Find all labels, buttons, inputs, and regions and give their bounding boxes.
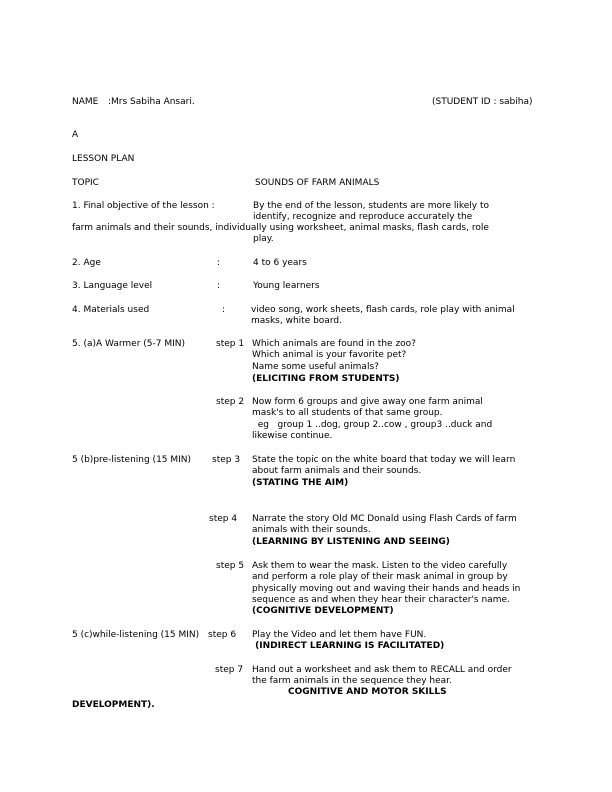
objective-line: play. [253,234,274,244]
section-letter: A [72,130,79,140]
materials-line: video song, work sheets, flash cards, role play with animal [251,305,515,315]
step-aim: (ELICITING FROM STUDENTS) [252,374,400,384]
step-aim: (INDIRECT LEARNING IS FACILITATED) [252,641,445,651]
language-label: 3. Language level [72,281,153,291]
step-text: physically moving out and waving their hands and heads in [252,584,521,594]
step-text: and perform a role play of their mask animal in group by [252,572,508,582]
step-text: Now form 6 groups and give away one farm animal [252,397,483,407]
materials-label: 4. Materials used [72,305,150,315]
age-sep: : [217,258,221,268]
age-value: 4 to 6 years [253,258,307,268]
step-text: Which animal is your favorite pet? [252,350,407,360]
step-aim: (COGNITIVE DEVELOPMENT) [252,606,394,616]
step-text: Ask them to wear the mask. Listen to the video carefully [252,561,508,571]
step-aim: COGNITIVE AND MOTOR SKILLS [288,687,447,697]
step-label: step 4 [209,514,238,524]
step-text: sequence as and when they hear their character's name. [252,595,510,605]
step-text: about farm animals and their sounds. [252,466,422,476]
language-value: Young learners [253,281,320,291]
step-label: step 3 [212,455,241,465]
step-text: State the topic on the white board that today we will learn [252,455,516,465]
objective-label: 1. Final objective of the lesson : [72,201,215,211]
step-text: Hand out a worksheet and ask them to RECALL and order [252,665,512,675]
materials-line: masks, white board. [251,316,342,326]
step-text: Play the Video and let them have FUN. [252,630,427,640]
step-label: step 5 [216,561,245,571]
step-label: step 6 [208,630,237,640]
step-text: Name some useful animals? [252,362,379,372]
objective-line: By the end of the lesson, students are more likely to [253,201,490,211]
step-text: animals with their sounds. [252,525,371,535]
step-aim: (STATING THE AIM) [252,478,349,488]
student-id: (STUDENT ID : sabiha) [432,97,533,107]
name-value: :Mrs Sabiha Ansari. [108,97,195,107]
step-text: mask's to all students of that same group. [252,408,443,418]
objective-line: identify, recognize and reproduce accurately the [253,212,473,222]
step-text: Which animals are found in the zoo? [252,339,416,349]
step-label: step 1 [216,339,245,349]
language-sep: : [217,281,221,291]
step-aim: (LEARNING BY LISTENING AND SEEING) [252,537,450,547]
warmer-label: 5. (a)A Warmer (5-7 MIN) [72,339,185,349]
topic-label: TOPIC [72,178,99,188]
name-label: NAME [72,97,99,107]
step-text: the farm animals in the sequence they hear. [252,676,452,686]
objective-line: farm animals and their sounds, individually using worksheet, animal masks, flash cards, role [72,223,489,233]
materials-sep: : [222,305,226,315]
prelistening-label: 5 (b)pre-listening (15 MIN) [72,455,192,465]
step-label: step 7 [215,665,244,675]
step-text: likewise continue. [252,431,333,441]
step-text: eg group 1 ..dog, group 2..cow , group3 ..duck and [252,420,493,430]
whilelistening-label: 5 (c)while-listening (15 MIN) [72,630,200,640]
topic-value: SOUNDS OF FARM ANIMALS [255,178,380,188]
age-label: 2. Age [72,258,101,268]
step-text: Narrate the story Old MC Donald using Flash Cards of farm [252,514,517,524]
lesson-plan-title: LESSON PLAN [72,154,135,164]
step-label: step 2 [216,397,245,407]
step-aim: DEVELOPMENT). [72,700,155,710]
